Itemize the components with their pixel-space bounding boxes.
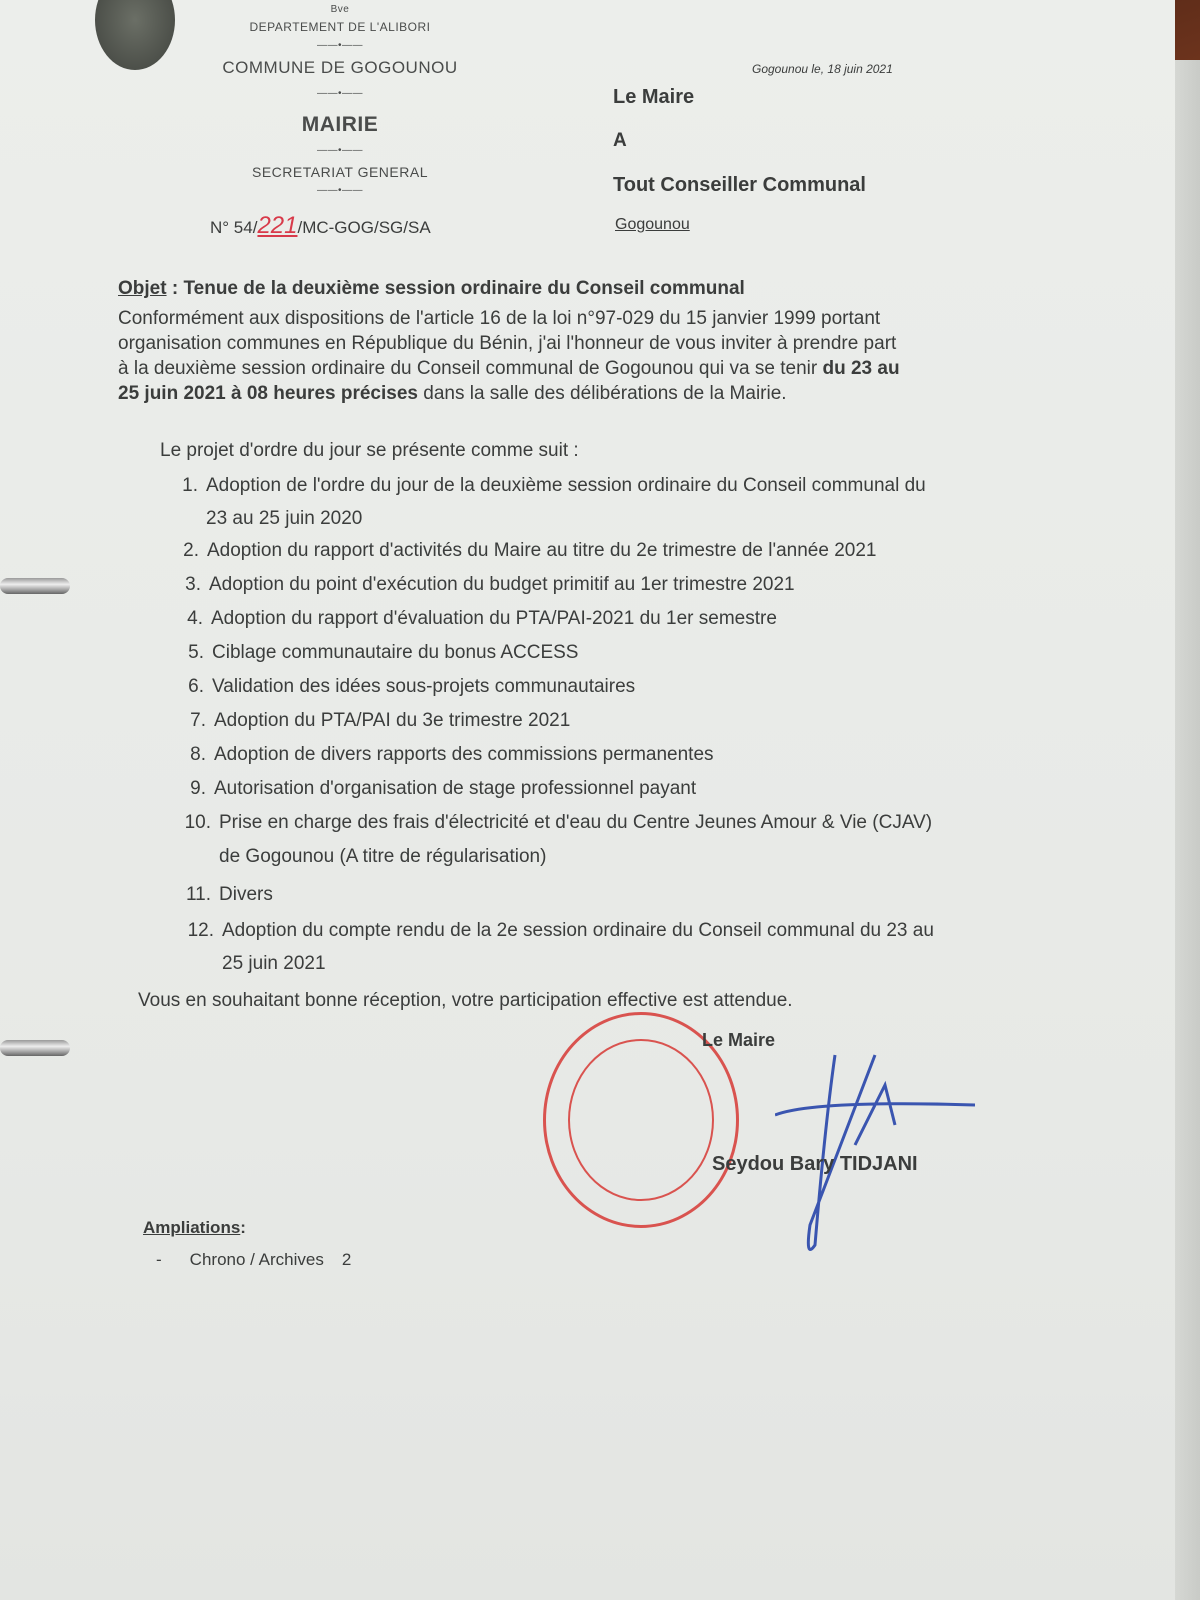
commune-label: COMMUNE DE GOGOUNOU	[222, 58, 458, 77]
agenda-text: Adoption de l'ordre du jour de la deuxième session ordinaire du Conseil communal du	[206, 475, 926, 496]
agenda-number: 6.	[188, 676, 204, 697]
agenda-item	[168, 676, 635, 698]
agenda-number: 3.	[185, 574, 201, 595]
agenda-number: 12.	[187, 920, 214, 941]
ampliation-item	[156, 1250, 351, 1270]
agenda-text: Adoption du rapport d'évaluation du PTA/PAI-2021 du 1er semestre	[211, 608, 777, 629]
agenda-item	[163, 540, 877, 562]
agenda-item	[170, 710, 570, 732]
addressee: Tout Conseiller Communal	[613, 174, 866, 196]
agenda-item	[178, 920, 934, 942]
addressee-place: Gogounou	[615, 216, 690, 233]
coat-of-arms-seal	[95, 0, 175, 70]
agenda-number: 8.	[190, 744, 206, 765]
ampliations-heading	[143, 1218, 246, 1238]
agenda-item	[162, 475, 926, 497]
agenda-text: Adoption du compte rendu de la 2e session ordinaire du Conseil communal du 23 au	[222, 920, 934, 941]
agenda-text: Adoption du PTA/PAI du 3e trimestre 2021	[214, 710, 571, 731]
agenda-number: 5.	[188, 642, 204, 663]
ampliation-count: 2	[341, 1250, 352, 1269]
binder-ring	[0, 1040, 70, 1056]
agenda-text: Adoption de divers rapports des commissions permanentes	[214, 744, 714, 765]
agenda-item-continuation: de Gogounou (A titre de régularisation)	[219, 846, 547, 867]
sender: Le Maire	[613, 86, 695, 108]
paragraph-line: organisation communes en République du Bénin, j'ai l'honneur de vous inviter à prendre part	[118, 333, 897, 354]
country-label: Bve	[330, 4, 350, 15]
separator: ——•——	[316, 88, 363, 99]
agenda-text: Adoption du point d'exécution du budget primitif au 1er trimestre 2021	[209, 574, 795, 595]
agenda-item	[175, 812, 932, 834]
secretariat-label: SECRETARIAT GENERAL	[252, 164, 428, 180]
agenda-text: Validation des idées sous-projets communautaires	[212, 676, 636, 697]
separator: ——•——	[316, 185, 363, 196]
list-dash: -	[156, 1250, 162, 1269]
agenda-item	[175, 884, 273, 906]
agenda-text: Autorisation d'organisation de stage professionnel payant	[214, 778, 697, 799]
subject-label: Objet	[118, 278, 167, 299]
agenda-text: Adoption du rapport d'activités du Maire au titre du 2e trimestre de l'année 2021	[207, 540, 877, 561]
ref-prefix: N° 54/	[210, 218, 258, 237]
mairie-label: MAIRIE	[301, 113, 379, 136]
closing-line: Vous en souhaitant bonne réception, votre participation effective est attendue.	[138, 990, 793, 1011]
paragraph-line	[118, 383, 787, 405]
department-label: DEPARTEMENT DE L'ALIBORI	[249, 20, 431, 34]
binder-ring	[0, 578, 70, 594]
paragraph-bold: du 23 au	[822, 358, 900, 379]
agenda-item-continuation: 23 au 25 juin 2020	[206, 508, 363, 529]
agenda-number: 4.	[187, 608, 203, 629]
agenda-text: Prise en charge des frais d'électricité et d'eau du Centre Jeunes Amour & Vie (CJAV)	[219, 812, 933, 833]
to-label: A	[613, 130, 627, 151]
agenda-text: Ciblage communautaire du bonus ACCESS	[212, 642, 579, 663]
ref-suffix: /MC-GOG/SG/SA	[297, 218, 431, 237]
agenda-item	[167, 608, 777, 630]
ampliation-recipient: Chrono / Archives	[189, 1250, 324, 1269]
agenda-number: 10.	[184, 812, 211, 833]
paragraph-line	[118, 358, 900, 380]
ampliations-label: Ampliations	[143, 1218, 241, 1237]
agenda-item	[168, 642, 578, 664]
agenda-number: 9.	[190, 778, 206, 799]
separator: ——•——	[316, 145, 363, 156]
subject-text: : Tenue de la deuxième session ordinaire du Conseil communal	[166, 278, 745, 299]
ampliations-colon: :	[240, 1218, 246, 1237]
agenda-text: Divers	[219, 884, 273, 905]
agenda-item	[170, 744, 714, 766]
agenda-number: 11.	[185, 884, 211, 905]
agenda-number: 1.	[182, 475, 198, 496]
agenda-number: 2.	[183, 540, 199, 561]
signatory-name: Seydou Bary TIDJANI	[712, 1153, 918, 1175]
subject-line	[118, 278, 745, 300]
paragraph-bold: 25 juin 2021 à 08 heures précises	[118, 383, 418, 404]
paragraph-text: à la deuxième session ordinaire du Conseil communal de Gogounou qui va se tenir	[118, 358, 823, 379]
agenda-intro: Le projet d'ordre du jour se présente comme suit :	[160, 440, 579, 461]
agenda-item	[170, 778, 696, 800]
signatory-title: Le Maire	[702, 1030, 776, 1050]
agenda-item-continuation: 25 juin 2021	[222, 953, 326, 974]
paragraph-line: Conformément aux dispositions de l'article 16 de la loi n°97-029 du 15 janvier 1999 portant	[118, 308, 881, 329]
agenda-item	[165, 574, 795, 596]
separator: ——•——	[316, 40, 363, 51]
ref-handwritten-number: 221	[257, 212, 298, 239]
paragraph-text: dans la salle des délibérations de la Mairie.	[417, 383, 787, 404]
place-date: Gogounou le, 18 juin 2021	[752, 62, 893, 76]
agenda-number: 7.	[190, 710, 206, 731]
reference-number	[210, 212, 431, 240]
